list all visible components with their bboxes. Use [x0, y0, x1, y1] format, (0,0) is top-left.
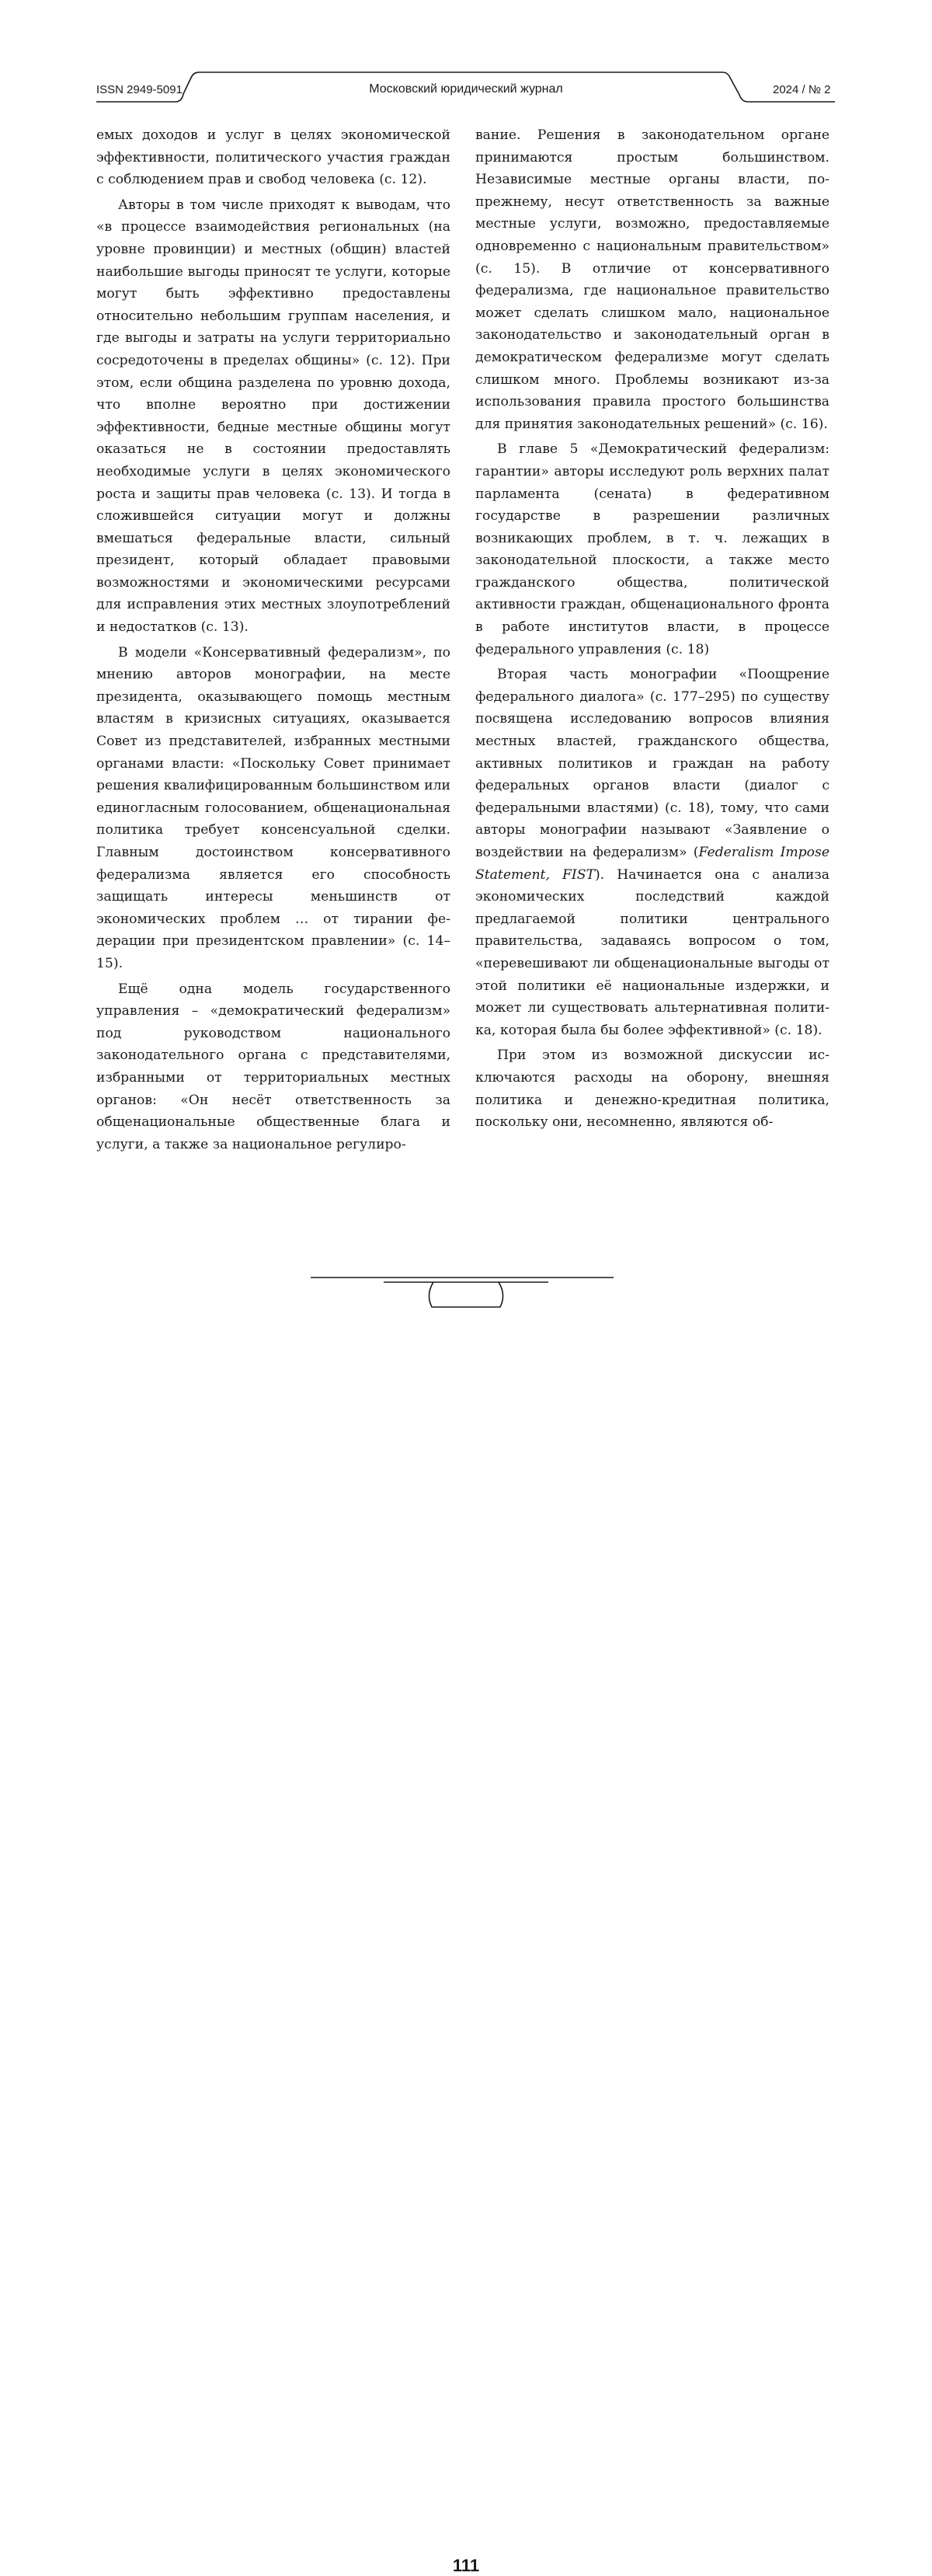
paragraph: При этом из возможной дискуссии исключаются расходы на оборону, внешняя политика и денежно-кредитная политика, поскольку они, несомненно, являются об-	[475, 1047, 829, 1131]
italic-term: Federalism Impose Statement, FIST	[475, 845, 829, 883]
page-footer	[0, 1274, 932, 2575]
journal-title: Московский юридический журнал	[369, 82, 563, 96]
paragraph	[475, 664, 829, 1041]
right-column	[475, 124, 829, 1134]
paragraph: емых доходов и услуг в целях экономической эффективности, политического участия граждан с соблюдением прав и свобод человека (с. 12).	[96, 127, 450, 188]
left-column	[96, 124, 450, 1156]
text-run: Вторая часть монографии «Поощрение федерального диалога» (с. 177–295) по существу посвящена исследованию вопросов влияния местных властей, гражданского общества, активных политиков и граждан на работу федеральных органов власти (диалог с федеральными властями) (с. 18), тому, что сами авторы монографии называют «Заявление о воздействии на федерализм» (	[475, 667, 829, 860]
running-header	[0, 0, 932, 124]
issue-label: 2024 / № 2	[773, 83, 831, 96]
page-number: 111	[452, 2556, 480, 2575]
text-run: ). Начинается она с анализа экономических последствий каждой предлагаемой политики центрального правительства, задаваясь вопросом о том, «перевешивают ли общенациональные выгоды от этой политики её национальные издержки, и может ли существовать альтернативная политика, которая была бы более эффективной» (с. 18).	[475, 866, 829, 1038]
paragraph: Авторы в том числе приходят к выводам, что «в процессе взаимодействия региональных (на уровне провинции) и местных (общин) властей наибольшие выгоды приносят те услуги, которые могут быть эффективно предоставлены относительно небольшим группам населения, и где выгоды и затраты на услуги территориально сосредоточены в пределах общины» (с. 12). При этом, если община разделена по уровню дохода, что вполне вероятно при достижении эффективности, бедные местные общины могут оказаться не в состоянии предоставлять необходимые услуги в целях экономического роста и защиты прав человека (с. 13). И тогда в сложившейся ситуации могут и должны вмешаться федеральные власти, сильный президент, который обладает правовыми возможностями и экономическими ресурсами для исправления этих местных злоупотреблений и недостатков (с. 13).	[96, 197, 450, 636]
paragraph: В главе 5 «Демократический федерализм: гарантии» авторы исследуют роль верхних палат парламента (сената) в федеративном государстве в разрешении различных возникающих проблем, в т. ч. лежащих в законодательной плоскости, а также место гражданского общества, политической активности граждан, общенационального фронта в работе институтов власти, в процессе федерального управления (с. 18)	[475, 441, 829, 657]
paragraph: вание. Решения в законодательном органе принимаются простым большинством. Независимые местные органы власти, по-прежнему, несут ответственность за важные местные услуги, возможно, предоставляемые одновременно с национальным правительством» (с. 15). В отличие от консервативного федерализма, где национальное правительство может сделать слишком мало, национальное законодательство и законодательный орган в демократическом федерализме могут сделать слишком много. Проблемы возникают из-за использования правила простого большинства для принятия законодательных решений» (с. 16).	[475, 127, 829, 432]
footer-ornament	[0, 1274, 932, 1337]
paragraph: В модели «Консервативный федерализм», по мнению авторов монографии, на месте президента, оказывающего помощь местным властям в кризисных ситуациях, оказывается Совет из представителей, избранных местными органами власти: «Поскольку Совет принимает решения квалифицированным большинством или единогласным голосованием, общенациональная политика требует консенсуальной сделки. Главным достоинством консервативного федерализма является его способность защищать интересы меньшинств от экономических проблем … от тирании федерации при президентском правлении» (с. 14–15).	[96, 644, 450, 971]
issn-label: ISSN 2949-5091	[96, 83, 183, 96]
paragraph: Ещё одна модель государственного управления – «демократический федерализм» под руководством национального законодательного органа с представителями, избранными от территориальных местных органов: «Он несёт ответственность за общенациональные общественные блага и услуги, а также за национальное регулиро-	[96, 981, 450, 1152]
header-rule	[0, 0, 932, 124]
